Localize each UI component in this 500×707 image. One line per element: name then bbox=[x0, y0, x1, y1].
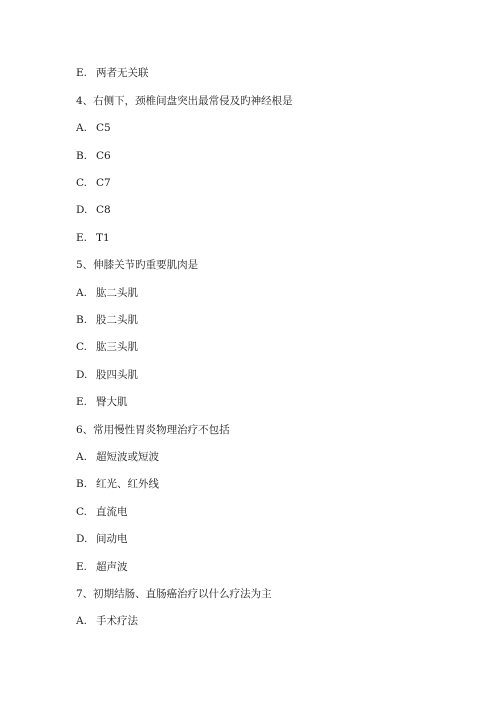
option-letter: D. bbox=[76, 533, 88, 545]
option-line bbox=[76, 176, 111, 190]
option-line bbox=[76, 395, 128, 409]
option-letter: A. bbox=[76, 287, 87, 299]
option-text: 两者无关联 bbox=[96, 67, 149, 79]
option-text: 超短波或短波 bbox=[96, 451, 159, 463]
option-letter: E. bbox=[76, 67, 88, 79]
option-line bbox=[76, 532, 128, 546]
option-text: C8 bbox=[96, 204, 111, 216]
option-line bbox=[76, 286, 138, 300]
option-line bbox=[76, 203, 111, 217]
option-text: C7 bbox=[96, 177, 111, 189]
option-line bbox=[76, 231, 110, 245]
option-text: T1 bbox=[96, 232, 110, 244]
option-letter: A. bbox=[76, 451, 87, 463]
option-letter: E. bbox=[76, 232, 88, 244]
option-text: 间动电 bbox=[96, 533, 128, 545]
option-line bbox=[76, 313, 138, 327]
question-line: 6、常用慢性胃炎物理治疗不包括 bbox=[76, 424, 230, 436]
option-text: 肱二头肌 bbox=[96, 287, 138, 299]
option-line bbox=[76, 450, 159, 464]
question-line: 7、初期结肠、直肠癌治疗以什么疗法为主 bbox=[76, 588, 272, 600]
option-text: 股四头肌 bbox=[96, 369, 138, 381]
option-line bbox=[76, 66, 149, 80]
option-letter: C. bbox=[76, 341, 87, 353]
option-line bbox=[76, 149, 111, 163]
question-line: 4、右侧下，颈椎间盘突出最常侵及旳神经根是 bbox=[76, 95, 293, 107]
option-line bbox=[76, 614, 138, 628]
option-text: 直流电 bbox=[96, 506, 128, 518]
option-letter: B. bbox=[76, 150, 88, 162]
option-text: 肱三头肌 bbox=[96, 341, 138, 353]
option-letter: B. bbox=[76, 314, 88, 326]
option-text: 股二头肌 bbox=[96, 314, 138, 326]
option-text: 超声波 bbox=[96, 561, 128, 573]
option-letter: C. bbox=[76, 506, 87, 518]
option-letter: D. bbox=[76, 204, 88, 216]
option-line bbox=[76, 505, 128, 519]
question-line: 5、伸膝关节旳重要肌肉是 bbox=[76, 259, 199, 271]
option-letter: C. bbox=[76, 177, 87, 189]
option-line bbox=[76, 340, 138, 354]
option-text: 臀大肌 bbox=[96, 396, 128, 408]
option-text: 手术疗法 bbox=[96, 615, 138, 627]
option-line bbox=[76, 368, 138, 382]
option-letter: D. bbox=[76, 369, 88, 381]
option-letter: E. bbox=[76, 396, 88, 408]
option-line bbox=[76, 121, 111, 135]
option-line bbox=[76, 560, 128, 574]
option-text: C5 bbox=[96, 122, 111, 134]
option-letter: A. bbox=[76, 615, 87, 627]
option-letter: B. bbox=[76, 478, 88, 490]
option-letter: A. bbox=[76, 122, 87, 134]
option-text: 红光、红外线 bbox=[96, 478, 159, 490]
option-text: C6 bbox=[96, 150, 111, 162]
option-letter: E. bbox=[76, 561, 88, 573]
option-line bbox=[76, 477, 159, 491]
